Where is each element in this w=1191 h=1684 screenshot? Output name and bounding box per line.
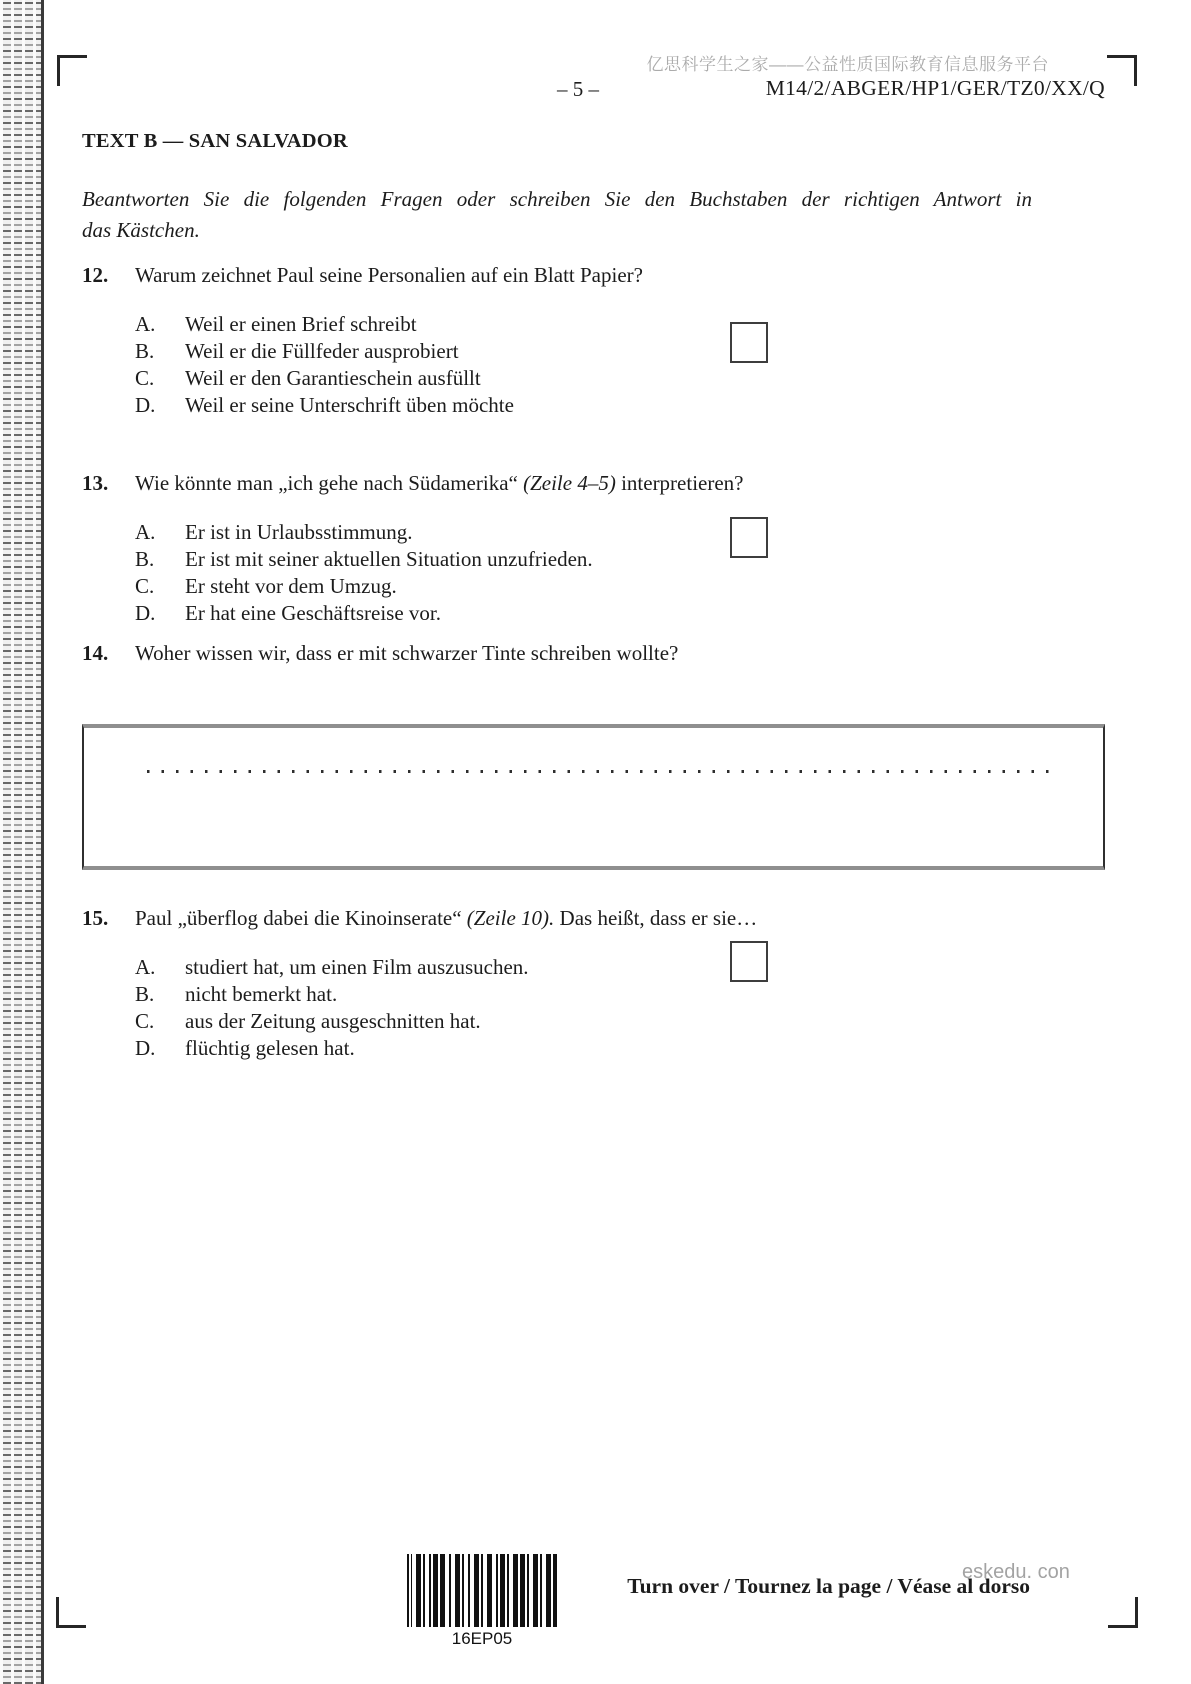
option-13-c-text: Er steht vor dem Umzug.: [185, 574, 397, 598]
answer-box-q12[interactable]: [730, 322, 768, 363]
question-13-line-reference: (Zeile 4–5): [523, 471, 616, 495]
header-site-watermark: 亿思科学生之家——公益性质国际教育信息服务平台: [646, 55, 1049, 74]
option-15-c-letter: C.: [135, 1009, 155, 1033]
option-12-d-text: Weil er seine Unterschrift üben möchte: [185, 393, 514, 417]
option-15-a-text: studiert hat, um einen Film auszusuchen.: [185, 955, 529, 979]
page-number: – 5 –: [557, 77, 599, 101]
option-13-d-text: Er hat eine Geschäftsreise vor.: [185, 601, 441, 625]
option-15-d-text: flüchtig gelesen hat.: [185, 1036, 355, 1060]
question-13-text-suffix: interpretieren?: [615, 471, 744, 495]
answer-box-q13[interactable]: [730, 517, 768, 558]
section-title: TEXT B — SAN SALVADOR: [82, 130, 348, 152]
option-13-c-letter: C.: [135, 574, 155, 598]
question-13-options: [135, 519, 1102, 627]
option-12-d: [135, 392, 1102, 419]
option-15-b-text: nicht bemerkt hat.: [185, 982, 338, 1006]
question-13-line: [82, 470, 1102, 497]
instructions-line-2: das Kästchen.: [82, 218, 200, 242]
question-13-text: [135, 470, 744, 497]
question-block-12: [82, 262, 1102, 419]
option-12-a-letter: A.: [135, 312, 156, 336]
question-block-13: [82, 470, 1102, 627]
instructions-line-1: Beantworten Sie die folgenden Fragen oder schreiben Sie den Buchstaben der richtigen Antwort in: [82, 187, 1032, 211]
question-14-line: [82, 640, 1102, 667]
footer-site-watermark: eskedu. con: [962, 1561, 1070, 1583]
question-12-number: 12.: [82, 263, 109, 287]
barcode-label: 16EP05: [451, 1629, 513, 1648]
option-15-d-letter: D.: [135, 1036, 156, 1060]
option-15-b-letter: B.: [135, 982, 155, 1006]
turn-over-notice: Turn over / Tournez la page / Véase al dorso: [627, 1574, 1030, 1598]
question-15-text-prefix: Paul „überflog dabei die Kinoinserate“: [135, 906, 467, 930]
option-12-d-letter: D.: [135, 393, 156, 417]
question-12-options: [135, 311, 1102, 419]
crop-mark-bottom-right-icon: [1108, 1597, 1138, 1628]
question-block-15: [82, 905, 1102, 1062]
option-13-b-letter: B.: [135, 547, 155, 571]
option-13-c: [135, 573, 1102, 600]
question-15-number: 15.: [82, 906, 109, 930]
question-block-14: [82, 640, 1102, 667]
option-12-a: [135, 311, 1102, 338]
option-12-c-letter: C.: [135, 366, 155, 390]
open-answer-area-q14[interactable]: [82, 724, 1105, 870]
option-15-b: [135, 981, 1102, 1008]
question-15-text-suffix: Das heißt, dass er sie…: [554, 906, 758, 930]
option-15-a: [135, 954, 1102, 981]
binding-texture-strip: [0, 0, 44, 1684]
option-13-b-text: Er ist mit seiner aktuellen Situation unzufrieden.: [185, 547, 593, 571]
option-15-c-text: aus der Zeitung ausgeschnitten hat.: [185, 1009, 481, 1033]
question-13-number: 13.: [82, 471, 109, 495]
option-12-b-letter: B.: [135, 339, 155, 363]
instructions: [82, 184, 1032, 246]
option-15-d: [135, 1035, 1102, 1062]
question-13-text-prefix: Wie könnte man „ich gehe nach Südamerika“: [135, 471, 524, 495]
question-14-number: 14.: [82, 641, 109, 665]
crop-mark-top-left-icon: [57, 55, 87, 86]
question-14-text: Woher wissen wir, dass er mit schwarzer Tinte schreiben wollte?: [135, 641, 679, 665]
option-13-a-text: Er ist in Urlaubsstimmung.: [185, 520, 413, 544]
option-13-d: [135, 600, 1102, 627]
option-12-b-text: Weil er die Füllfeder ausprobiert: [185, 339, 459, 363]
option-15-a-letter: A.: [135, 955, 156, 979]
option-13-a-letter: A.: [135, 520, 156, 544]
answer-dotted-line: [147, 770, 1050, 773]
option-12-b: [135, 338, 1102, 365]
question-12-line: [82, 262, 1102, 289]
question-15-line: [82, 905, 1102, 932]
question-15-options: [135, 954, 1102, 1062]
answer-box-q15[interactable]: [730, 941, 768, 982]
option-12-c-text: Weil er den Garantieschein ausfüllt: [185, 366, 481, 390]
question-12-text: Warum zeichnet Paul seine Personalien auf ein Blatt Papier?: [135, 263, 643, 287]
option-15-c: [135, 1008, 1102, 1035]
option-13-a: [135, 519, 1102, 546]
crop-mark-top-right-icon: [1107, 55, 1137, 86]
exam-code: M14/2/ABGER/HP1/GER/TZ0/XX/Q: [765, 76, 1105, 100]
option-13-d-letter: D.: [135, 601, 156, 625]
option-13-b: [135, 546, 1102, 573]
question-15-text: [135, 905, 757, 932]
crop-mark-bottom-left-icon: [56, 1597, 86, 1628]
option-12-a-text: Weil er einen Brief schreibt: [185, 312, 417, 336]
question-15-line-reference: (Zeile 10).: [466, 906, 555, 930]
barcode-icon: [407, 1554, 557, 1627]
option-12-c: [135, 365, 1102, 392]
